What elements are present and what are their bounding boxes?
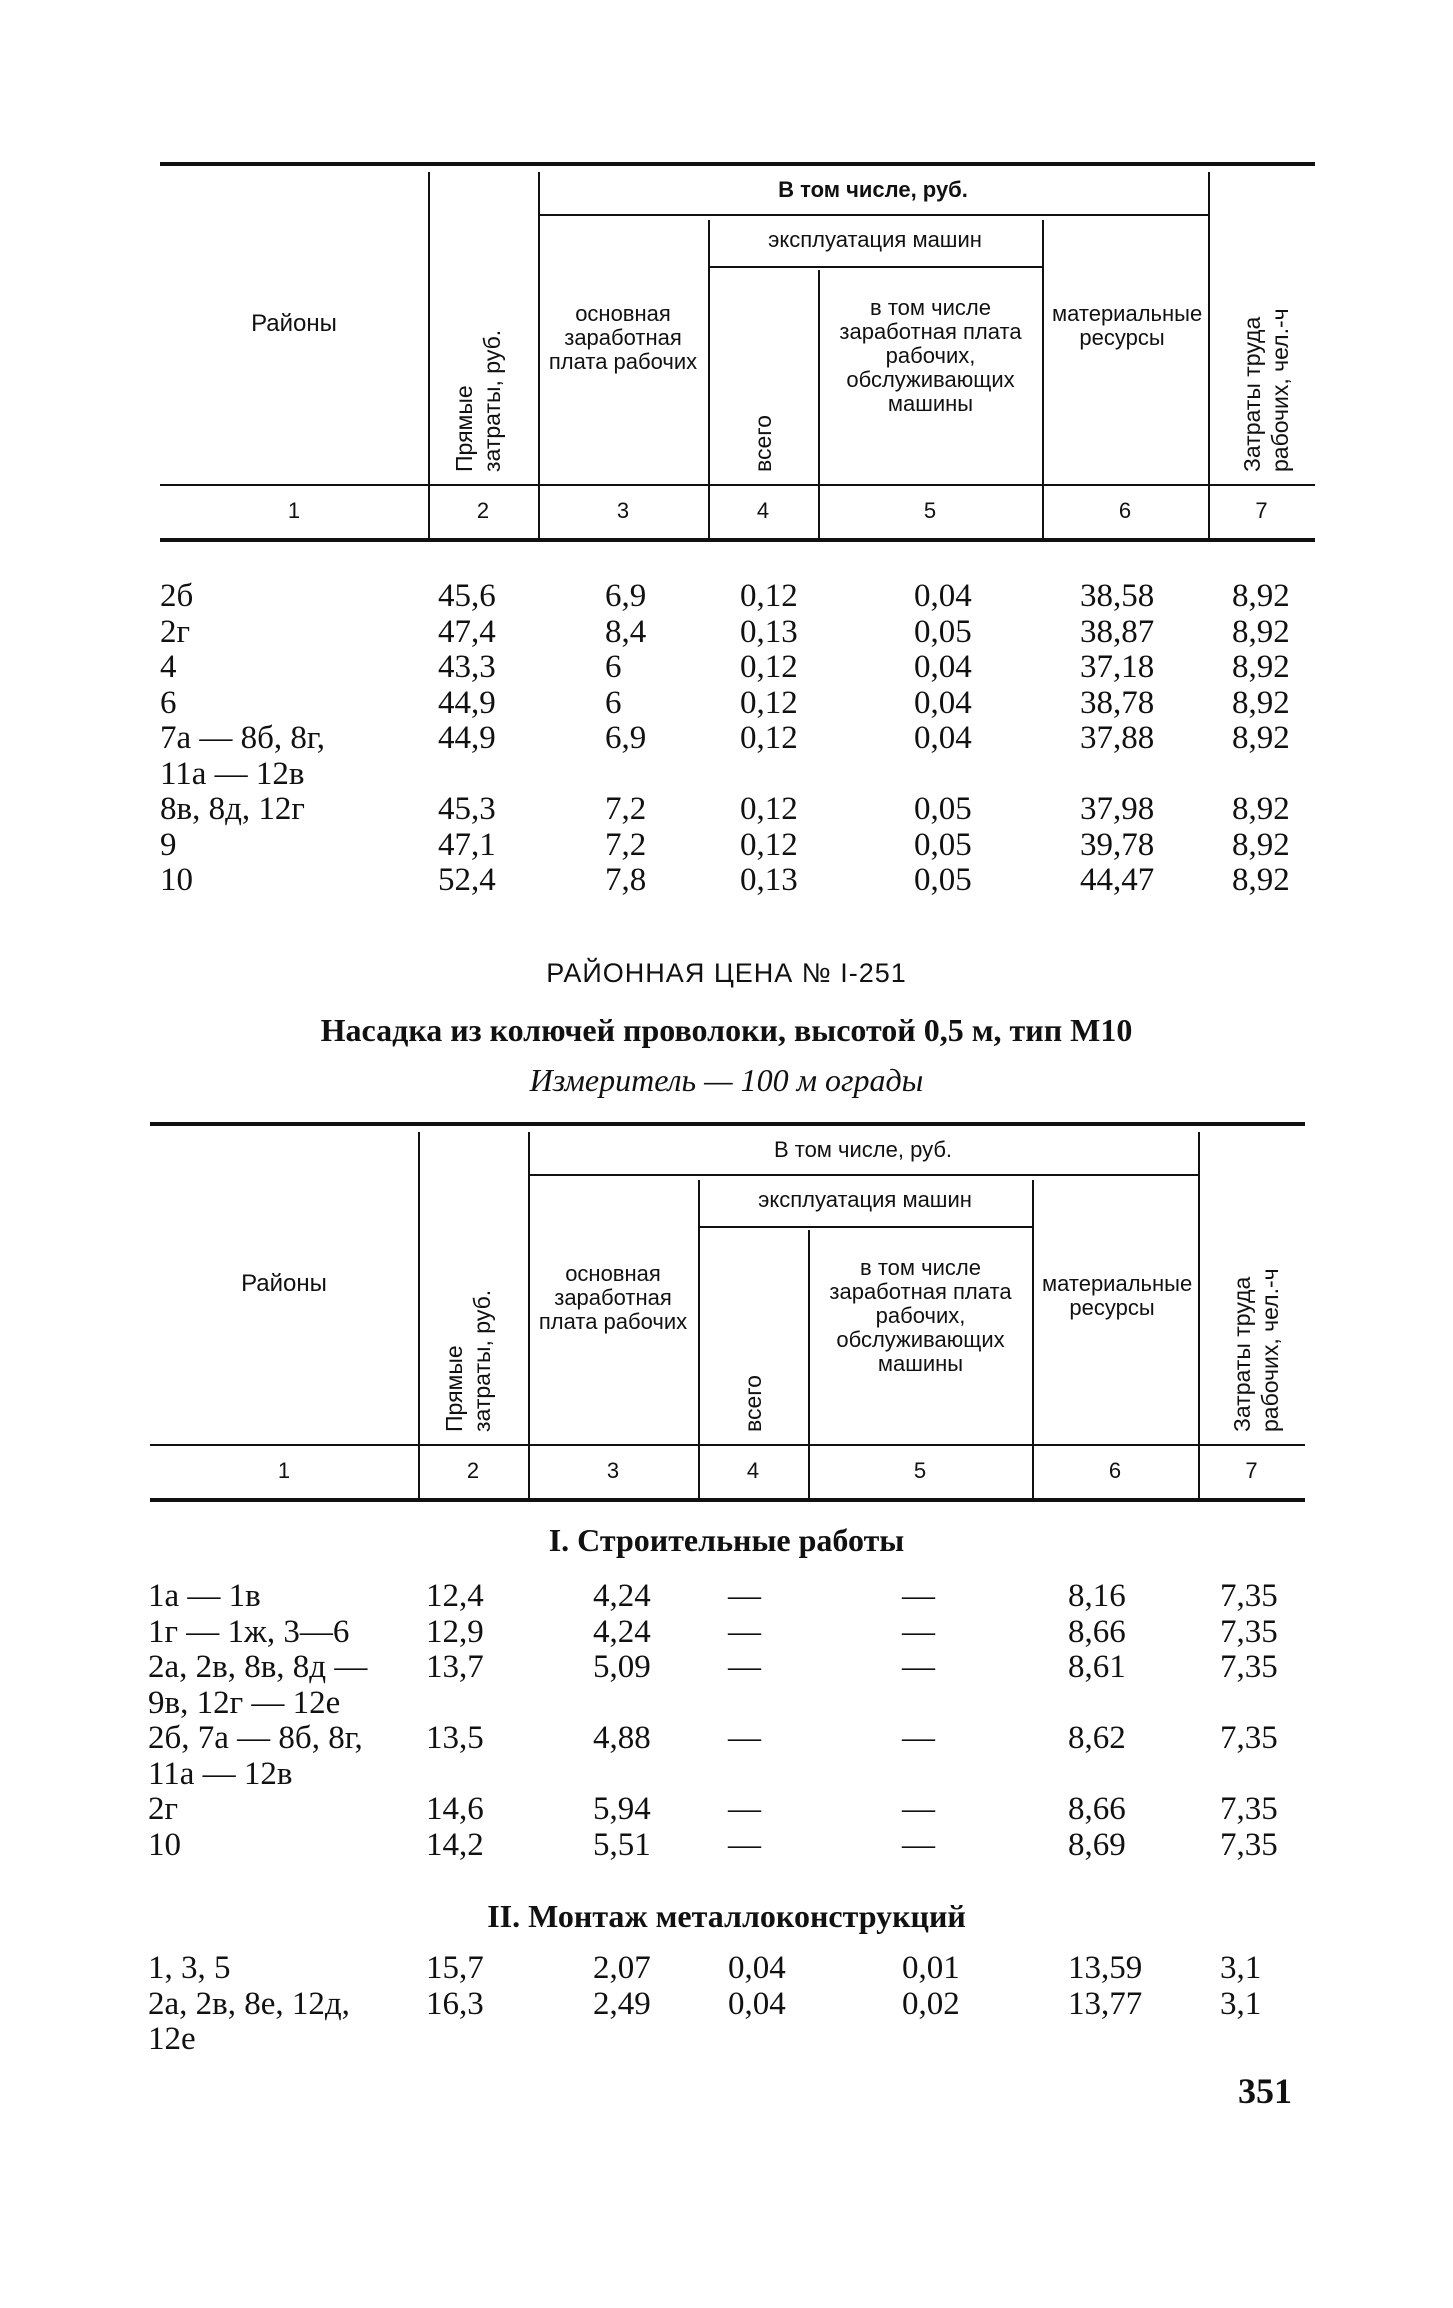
table-cell: 4,88 <box>593 1720 651 1756</box>
table-row <box>148 1614 1303 1650</box>
rule <box>150 1122 1305 1126</box>
table-cell: 7,2 <box>605 791 647 827</box>
table-cell: — <box>902 1649 935 1685</box>
table-cell: 7а — 8б, 8г, <box>160 720 325 756</box>
table-cell: 14,2 <box>426 1826 484 1863</box>
table-row <box>160 614 1315 650</box>
table-cell: 37,18 <box>1080 649 1155 685</box>
table-cell: 8,92 <box>1232 720 1290 756</box>
table-cell: 43,3 <box>438 649 496 685</box>
table-cell: 8в, 8д, 12г <box>160 791 305 827</box>
table-cell: 9в, 12г — 12е <box>148 1684 341 1721</box>
table-cell: — <box>728 1720 761 1756</box>
table-cell: 8,92 <box>1232 862 1290 898</box>
table-cell: 13,77 <box>1068 1985 1143 2022</box>
table-cell: 2а, 2в, 8е, 12д, <box>148 1985 350 2022</box>
table-cell: 8,61 <box>1068 1649 1126 1685</box>
table-cell: 8,92 <box>1232 649 1290 685</box>
table-row <box>148 1685 1303 1721</box>
table-cell: 0,13 <box>740 613 798 650</box>
table-cell: 11а — 12в <box>148 1755 293 1792</box>
table-row <box>148 1649 1303 1685</box>
col-labor-label: Затраты труда рабочих, чел.-ч <box>1239 308 1293 472</box>
table-cell: 3,1 <box>1220 1950 1262 1986</box>
table-cell: 37,88 <box>1080 720 1155 756</box>
table-cell: 8,4 <box>605 613 647 650</box>
table-cell: 8,92 <box>1232 684 1290 721</box>
col-direct-costs-label: Прямые затраты, руб. <box>451 329 505 472</box>
table-cell: 44,9 <box>438 720 496 756</box>
table-cell: 37,98 <box>1080 791 1155 827</box>
col-materials-label: материальные ресурсы <box>1052 301 1203 350</box>
table-row <box>148 1950 1303 1986</box>
table-cell: 2,49 <box>593 1985 651 2022</box>
table-cell: 2б <box>160 578 194 614</box>
machines-label: эксплуатация машин <box>758 1187 972 1212</box>
table-cell: 5,09 <box>593 1649 651 1685</box>
col-regions-label: Районы <box>251 310 337 337</box>
table-cell: 52,4 <box>438 862 496 898</box>
group-incl-label: В том числе, руб. <box>778 177 968 202</box>
table-cell: — <box>902 1826 935 1863</box>
table-cell: 7,35 <box>1220 1791 1278 1827</box>
table-cell: — <box>902 1578 935 1614</box>
table-row <box>148 2021 1303 2057</box>
col-base-wages-label: основная заработная плата рабочих <box>538 1261 688 1334</box>
table-cell: 0,04 <box>914 720 972 756</box>
table-cell: 6,9 <box>605 578 647 614</box>
table-cell: 8,66 <box>1068 1791 1126 1827</box>
table-cell: 44,47 <box>1080 862 1155 898</box>
table-row <box>160 756 1315 792</box>
section2-title: II. Монтаж металлоконструкций <box>487 1898 966 1934</box>
table-cell: 8,92 <box>1232 826 1290 863</box>
table-cell: 14,6 <box>426 1791 484 1827</box>
table-cell: 13,5 <box>426 1720 484 1756</box>
machines-label: эксплуатация машин <box>768 227 982 252</box>
table-row <box>148 1578 1303 1614</box>
table-cell: 44,9 <box>438 684 496 721</box>
table-cell: 8,62 <box>1068 1720 1126 1756</box>
price-title: Насадка из колючей проволоки, высотой 0,5 м, тип М10 <box>320 1012 1133 1048</box>
table-cell: 2а, 2в, 8в, 8д — <box>148 1649 368 1685</box>
table-cell: — <box>728 1826 761 1863</box>
table-cell: — <box>902 1613 935 1650</box>
table-row <box>148 1756 1303 1792</box>
col-base-wages-label: основная заработная плата рабочих <box>548 301 698 374</box>
table-row <box>160 791 1315 827</box>
table-cell: 8,92 <box>1232 791 1290 827</box>
table-cell: — <box>902 1791 935 1827</box>
table-row <box>160 720 1315 756</box>
table-cell: 12,9 <box>426 1613 484 1650</box>
table-cell: 8,69 <box>1068 1826 1126 1863</box>
table-cell: 2г <box>160 613 191 650</box>
col-machine-wages-label: в том числе заработная плата рабочих, обслуживающих машины <box>829 1255 1012 1376</box>
table-cell: 0,12 <box>740 826 798 863</box>
table-cell: 5,51 <box>593 1826 651 1863</box>
table-cell: 38,87 <box>1080 613 1155 650</box>
table-cell: 7,2 <box>605 826 647 863</box>
table-row <box>160 578 1315 614</box>
table-cell: — <box>728 1791 761 1827</box>
table-cell: 8,16 <box>1068 1578 1126 1614</box>
table-row <box>148 1791 1303 1827</box>
table-row <box>148 1986 1303 2022</box>
table-cell: 7,8 <box>605 862 647 898</box>
col-direct-costs-label: Прямые затраты, руб. <box>441 1289 495 1432</box>
table-cell: 7,35 <box>1220 1720 1278 1756</box>
table-cell: 8,92 <box>1232 613 1290 650</box>
col-regions-label: Районы <box>241 1270 327 1297</box>
table-cell: 10 <box>148 1826 181 1863</box>
table-cell: 4 <box>160 649 177 685</box>
rule <box>160 162 1315 166</box>
col-machine-wages-label: в том числе заработная плата рабочих, обслуживающих машины <box>839 295 1022 416</box>
col-total-label: всего <box>740 1375 766 1432</box>
table-cell: 45,6 <box>438 578 496 614</box>
table-cell: 7,35 <box>1220 1826 1278 1863</box>
table-cell: 15,7 <box>426 1950 484 1986</box>
table-cell: 38,58 <box>1080 578 1155 614</box>
table-row <box>160 685 1315 721</box>
table-cell: 7,35 <box>1220 1649 1278 1685</box>
table-cell: 10 <box>160 862 193 898</box>
col-materials-label: материальные ресурсы <box>1042 1271 1193 1320</box>
table-cell: 0,05 <box>914 791 972 827</box>
table-cell: 0,05 <box>914 862 972 898</box>
table-cell: 9 <box>160 826 177 863</box>
table-cell: 0,12 <box>740 649 798 685</box>
table-cell: 7,35 <box>1220 1613 1278 1650</box>
table-cell: 0,12 <box>740 720 798 756</box>
table-row <box>148 1827 1303 1863</box>
table-cell: 1, 3, 5 <box>148 1950 231 1986</box>
table-cell: 16,3 <box>426 1985 484 2022</box>
section1-title: I. Строительные работы <box>548 1522 905 1558</box>
table-cell: 8,66 <box>1068 1613 1126 1650</box>
table-row <box>160 827 1315 863</box>
price-measure: Измеритель — 100 м ограды <box>529 1062 924 1098</box>
table-cell: 4,24 <box>593 1613 651 1650</box>
table-cell: — <box>902 1720 935 1756</box>
table-cell: 0,04 <box>914 578 972 614</box>
table-cell: 0,04 <box>728 1985 786 2022</box>
table-cell: 6 <box>605 649 622 685</box>
table-cell: 0,01 <box>902 1950 960 1986</box>
table-cell: 7,35 <box>1220 1578 1278 1614</box>
table-cell: 47,1 <box>438 826 496 863</box>
table-cell: 12е <box>148 2021 196 2057</box>
table-cell: 3,1 <box>1220 1985 1262 2022</box>
table-cell: 0,04 <box>914 649 972 685</box>
group-incl-label: В том числе, руб. <box>773 1137 953 1162</box>
table1-header: Районы Прямые затраты, руб. В том числе, руб. основная заработная плата рабочих эксплуатация машин всего в том числе заработная плата рабочих, обслуживающих машины материальные ресурсы Затраты труда рабочих, чел.-ч 1 2 3 4 5 6 7 <box>160 162 1315 542</box>
table-cell: 6 <box>605 684 622 721</box>
table-cell: — <box>728 1578 761 1614</box>
table-cell: 6 <box>160 684 177 721</box>
table-cell: 38,78 <box>1080 684 1155 721</box>
table-cell: 13,59 <box>1068 1950 1143 1986</box>
table-cell: 8,92 <box>1232 578 1290 614</box>
table-cell: 5,94 <box>593 1791 651 1827</box>
table-row <box>160 862 1315 898</box>
table-cell: 0,12 <box>740 791 798 827</box>
table-cell: 45,3 <box>438 791 496 827</box>
table-cell: 1г — 1ж, 3—6 <box>148 1613 350 1650</box>
table-cell: 4,24 <box>593 1578 651 1614</box>
table-cell: 0,04 <box>728 1950 786 1986</box>
table-cell: 1а — 1в <box>148 1578 261 1614</box>
table-cell: 0,12 <box>740 578 798 614</box>
table-cell: 2г <box>148 1791 179 1827</box>
table-cell: 0,04 <box>914 684 972 721</box>
table-cell: 0,05 <box>914 826 972 863</box>
table-cell: — <box>728 1649 761 1685</box>
table-cell: 0,02 <box>902 1985 960 2022</box>
table-cell: 47,4 <box>438 613 496 650</box>
page-number: 351 <box>1238 2071 1292 2111</box>
table2-header: Районы Прямые затраты, руб. В том числе, руб. основная заработная плата рабочих эксплуатация машин всего в том числе заработная плата рабочих, обслуживающих машины материальные ресурсы Затраты труда рабочих, чел.-ч 1 2 3 4 5 6 7 <box>150 1122 1305 1502</box>
table-cell: 0,05 <box>914 613 972 650</box>
table-cell: 2,07 <box>593 1950 651 1986</box>
col-labor-label: Затраты труда рабочих, чел.-ч <box>1229 1268 1283 1432</box>
col-total-label: всего <box>750 415 776 472</box>
table-cell: 39,78 <box>1080 826 1155 863</box>
table-cell: 0,13 <box>740 862 798 898</box>
table-cell: — <box>728 1613 761 1650</box>
table-row <box>160 649 1315 685</box>
table-cell: 2б, 7а — 8б, 8г, <box>148 1720 363 1756</box>
price-heading: РАЙОННАЯ ЦЕНА № I-251 <box>546 958 907 988</box>
table-cell: 12,4 <box>426 1578 484 1614</box>
table-row <box>148 1720 1303 1756</box>
table-cell: 11а — 12в <box>160 755 305 792</box>
table-cell: 6,9 <box>605 720 647 756</box>
table-cell: 0,12 <box>740 684 798 721</box>
table-cell: 13,7 <box>426 1649 484 1685</box>
